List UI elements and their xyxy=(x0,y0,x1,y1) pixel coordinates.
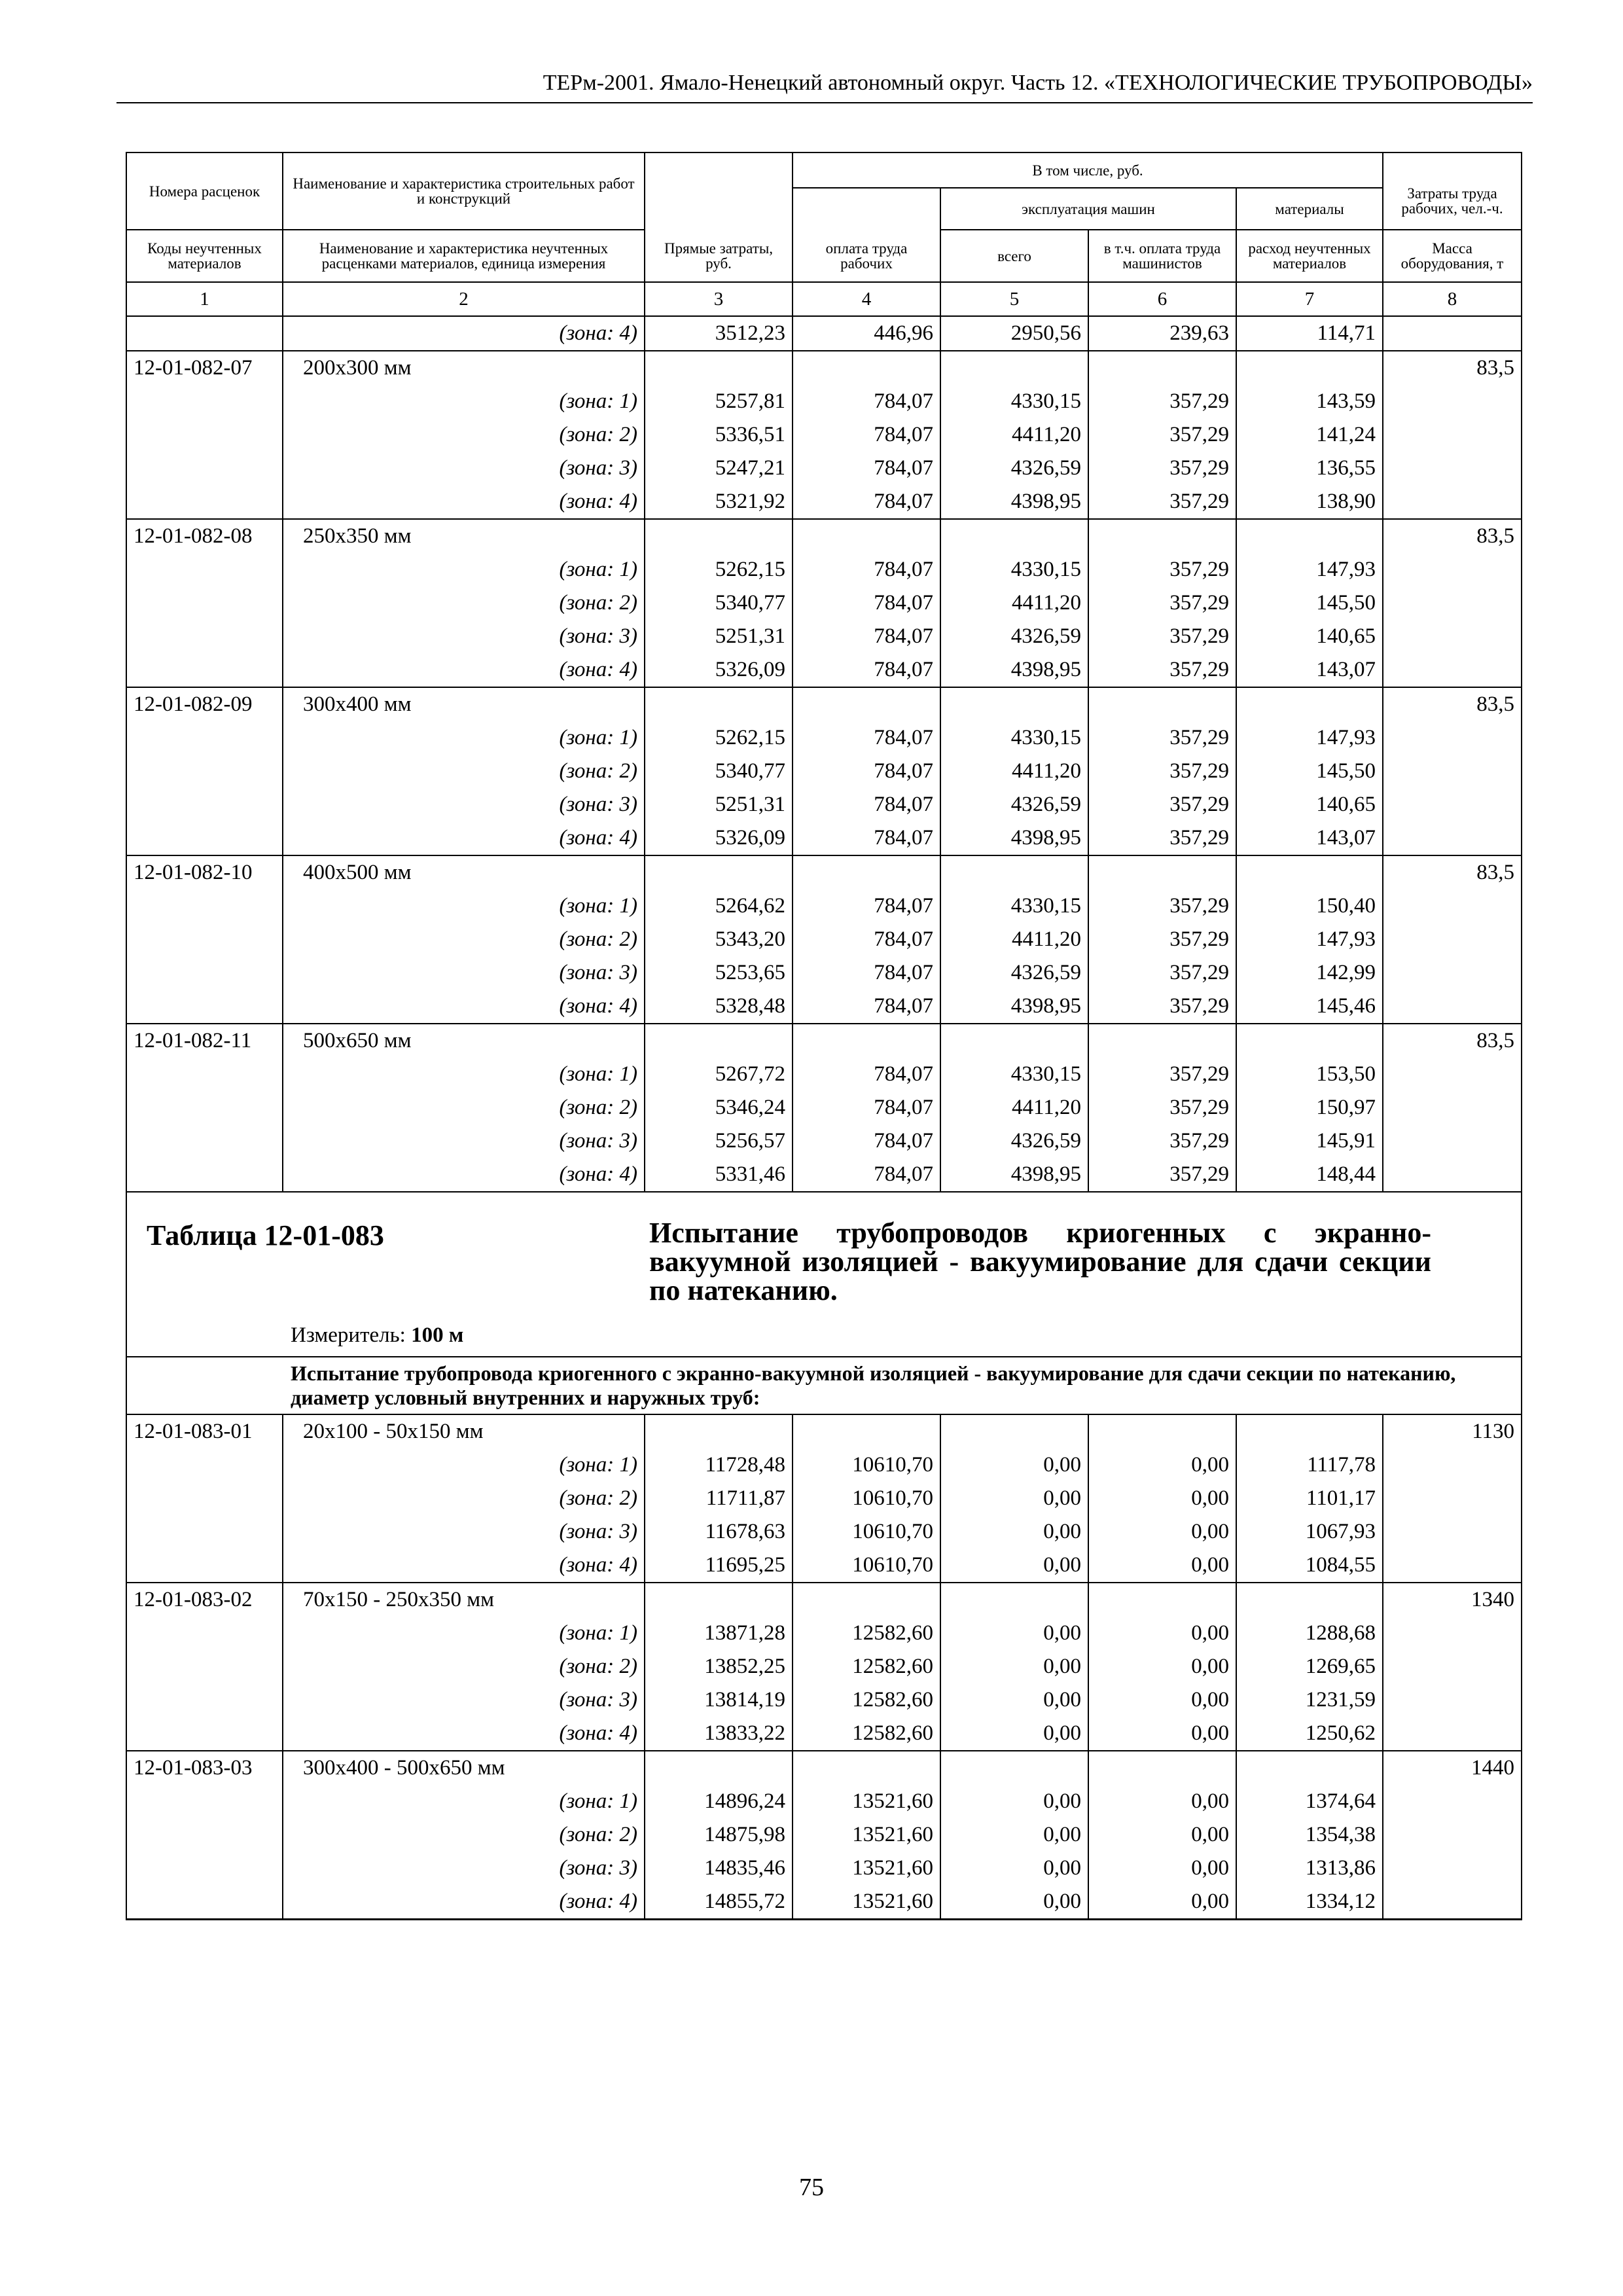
labor-pay-cell: 10610,70 xyxy=(793,1482,940,1515)
materials-cell: 1231,59 xyxy=(1236,1683,1383,1717)
direct-costs-cell: 13814,19 xyxy=(645,1683,793,1717)
direct-costs-cell: 11678,63 xyxy=(645,1515,793,1549)
direct-costs-cell: 5267,72 xyxy=(645,1058,793,1091)
rate-code: 12-01-082-07 xyxy=(126,351,283,385)
col-machine-operation: эксплуатация машин xyxy=(940,188,1236,230)
direct-costs-cell: 5262,15 xyxy=(645,553,793,586)
labor-pay-cell: 13521,60 xyxy=(793,1852,940,1885)
direct-costs-cell: 5336,51 xyxy=(645,418,793,452)
zone-row xyxy=(126,553,1522,586)
machine-total-cell: 4411,20 xyxy=(940,923,1088,956)
labor-pay-cell: 784,07 xyxy=(793,1091,940,1124)
machine-total-cell: 4411,20 xyxy=(940,1091,1088,1124)
labor-pay-cell: 784,07 xyxy=(793,788,940,821)
col-materials: материалы xyxy=(1236,188,1383,230)
materials-cell: 153,50 xyxy=(1236,1058,1383,1091)
direct-costs-cell: 5264,62 xyxy=(645,889,793,923)
machine-total-cell: 0,00 xyxy=(940,1885,1088,1920)
col-work-name: Наименование и характеристика строительных работ и конструкций xyxy=(283,152,645,230)
rate-group-row xyxy=(126,1751,1522,1785)
zone-label: (зона: 1) xyxy=(283,1785,645,1818)
labor-pay-cell: 12582,60 xyxy=(793,1683,940,1717)
zone-label: (зона: 1) xyxy=(283,385,645,418)
measure-label: Измеритель: xyxy=(291,1323,406,1347)
machine-total-cell: 4398,95 xyxy=(940,485,1088,519)
zone-row xyxy=(126,1482,1522,1515)
zone-row xyxy=(126,889,1522,923)
zone-row xyxy=(126,1717,1522,1751)
materials-cell: 145,50 xyxy=(1236,586,1383,620)
materials-cell: 136,55 xyxy=(1236,452,1383,485)
zone-row xyxy=(126,385,1522,418)
work-name: 20х100 - 50х150 мм xyxy=(283,1414,645,1448)
rate-code: 12-01-082-10 xyxy=(126,855,283,889)
machine-total-cell: 0,00 xyxy=(940,1717,1088,1751)
zone-row xyxy=(126,485,1522,519)
labor-costs-cell: 1440 xyxy=(1383,1751,1522,1785)
labor-pay-cell: 784,07 xyxy=(793,1058,940,1091)
page-number: 75 xyxy=(799,2174,824,2201)
labor-pay-cell: 12582,60 xyxy=(793,1617,940,1650)
materials-cell: 142,99 xyxy=(1236,956,1383,990)
zone-row xyxy=(126,956,1522,990)
direct-costs-cell: 11711,87 xyxy=(645,1482,793,1515)
machine-total-cell: 4411,20 xyxy=(940,418,1088,452)
zone-label: (зона: 3) xyxy=(283,788,645,821)
materials-cell: 150,97 xyxy=(1236,1091,1383,1124)
zone-row xyxy=(126,990,1522,1024)
labor-pay-cell: 12582,60 xyxy=(793,1717,940,1751)
zone-row xyxy=(126,755,1522,788)
operator-pay-cell: 357,29 xyxy=(1088,990,1236,1024)
operator-pay-cell: 0,00 xyxy=(1088,1617,1236,1650)
operator-pay-cell: 0,00 xyxy=(1088,1885,1236,1920)
machine-total-cell: 2950,56 xyxy=(940,316,1088,351)
zone-row xyxy=(126,1650,1522,1683)
zone-row xyxy=(126,1818,1522,1852)
operator-pay-cell: 0,00 xyxy=(1088,1818,1236,1852)
labor-pay-cell: 784,07 xyxy=(793,721,940,755)
zone-row xyxy=(126,1158,1522,1192)
zone-label: (зона: 3) xyxy=(283,452,645,485)
direct-costs-cell: 14896,24 xyxy=(645,1785,793,1818)
materials-cell: 1117,78 xyxy=(1236,1448,1383,1482)
zone-label: (зона: 2) xyxy=(283,1818,645,1852)
operator-pay-cell: 0,00 xyxy=(1088,1515,1236,1549)
zone-label: (зона: 2) xyxy=(283,586,645,620)
labor-pay-cell: 784,07 xyxy=(793,923,940,956)
materials-cell: 1101,17 xyxy=(1236,1482,1383,1515)
zone-row xyxy=(126,821,1522,855)
direct-costs-cell: 13833,22 xyxy=(645,1717,793,1751)
col-number: 4 xyxy=(793,282,940,316)
rate-code: 12-01-083-03 xyxy=(126,1751,283,1785)
machine-total-cell: 4398,95 xyxy=(940,821,1088,855)
direct-costs-cell: 5326,09 xyxy=(645,821,793,855)
operator-pay-cell: 357,29 xyxy=(1088,452,1236,485)
labor-pay-cell: 784,07 xyxy=(793,821,940,855)
col-equipment-mass: Масса оборудования, т xyxy=(1383,230,1522,282)
direct-costs-cell: 14835,46 xyxy=(645,1852,793,1885)
operator-pay-cell: 357,29 xyxy=(1088,721,1236,755)
zone-row xyxy=(126,418,1522,452)
table-description: Испытание трубопроводов криогенных с экранно-вакуумной изоляцией - вакуумирование для сдачи секции по натеканию. xyxy=(649,1217,1431,1306)
labor-pay-cell: 446,96 xyxy=(793,316,940,351)
zone-row xyxy=(126,1617,1522,1650)
direct-costs-cell: 5251,31 xyxy=(645,788,793,821)
machine-total-cell: 0,00 xyxy=(940,1549,1088,1583)
labor-pay-cell: 784,07 xyxy=(793,485,940,519)
materials-cell: 141,24 xyxy=(1236,418,1383,452)
materials-cell: 150,40 xyxy=(1236,889,1383,923)
zone-label: (зона: 3) xyxy=(283,956,645,990)
work-name: 400х500 мм xyxy=(283,855,645,889)
machine-total-cell: 0,00 xyxy=(940,1448,1088,1482)
operator-pay-cell: 357,29 xyxy=(1088,620,1236,653)
operator-pay-cell: 0,00 xyxy=(1088,1482,1236,1515)
operator-pay-cell: 357,29 xyxy=(1088,788,1236,821)
rate-group-row xyxy=(126,855,1522,889)
operator-pay-cell: 357,29 xyxy=(1088,1058,1236,1091)
direct-costs-cell: 5328,48 xyxy=(645,990,793,1024)
labor-pay-cell: 784,07 xyxy=(793,1158,940,1192)
direct-costs-cell: 5321,92 xyxy=(645,485,793,519)
continuation-row xyxy=(126,316,1522,351)
machine-total-cell: 0,00 xyxy=(940,1617,1088,1650)
col-labor-pay: оплата труда рабочих xyxy=(793,188,940,282)
materials-cell: 147,93 xyxy=(1236,553,1383,586)
labor-costs-cell: 83,5 xyxy=(1383,351,1522,385)
operator-pay-cell: 0,00 xyxy=(1088,1448,1236,1482)
materials-cell: 1250,62 xyxy=(1236,1717,1383,1751)
machine-total-cell: 4326,59 xyxy=(940,1124,1088,1158)
direct-costs-cell: 5326,09 xyxy=(645,653,793,687)
machine-total-cell: 0,00 xyxy=(940,1482,1088,1515)
zone-label: (зона: 4) xyxy=(283,1885,645,1920)
rate-group-row xyxy=(126,351,1522,385)
work-name: 300х400 - 500х650 мм xyxy=(283,1751,645,1785)
zone-row xyxy=(126,1785,1522,1818)
zone-label: (зона: 2) xyxy=(283,418,645,452)
col-material-codes: Коды неучтенных материалов xyxy=(126,230,283,282)
machine-total-cell: 4398,95 xyxy=(940,1158,1088,1192)
operator-pay-cell: 0,00 xyxy=(1088,1785,1236,1818)
rate-group-row xyxy=(126,687,1522,721)
labor-pay-cell: 784,07 xyxy=(793,990,940,1024)
labor-pay-cell: 13521,60 xyxy=(793,1785,940,1818)
col-number: 8 xyxy=(1383,282,1522,316)
operator-pay-cell: 357,29 xyxy=(1088,553,1236,586)
work-name: 250х350 мм xyxy=(283,519,645,553)
machine-total-cell: 4330,15 xyxy=(940,385,1088,418)
zone-label: (зона: 2) xyxy=(283,1650,645,1683)
operator-pay-cell: 357,29 xyxy=(1088,755,1236,788)
zone-row xyxy=(126,452,1522,485)
zone-row xyxy=(126,721,1522,755)
machine-total-cell: 4326,59 xyxy=(940,788,1088,821)
zone-label: (зона: 4) xyxy=(283,485,645,519)
operator-pay-cell: 357,29 xyxy=(1088,385,1236,418)
section-header-row xyxy=(126,1192,1522,1357)
materials-cell: 140,65 xyxy=(1236,788,1383,821)
labor-pay-cell: 784,07 xyxy=(793,1124,940,1158)
subtitle-row xyxy=(126,1357,1522,1414)
header-row-1 xyxy=(126,152,1522,188)
operator-pay-cell: 357,29 xyxy=(1088,586,1236,620)
machine-total-cell: 4330,15 xyxy=(940,721,1088,755)
rate-group-row xyxy=(126,1583,1522,1617)
materials-cell: 143,07 xyxy=(1236,653,1383,687)
machine-total-cell: 4326,59 xyxy=(940,620,1088,653)
rate-code: 12-01-082-11 xyxy=(126,1024,283,1058)
operator-pay-cell: 357,29 xyxy=(1088,1124,1236,1158)
rate-code: 12-01-082-09 xyxy=(126,687,283,721)
operator-pay-cell: 239,63 xyxy=(1088,316,1236,351)
operator-pay-cell: 357,29 xyxy=(1088,485,1236,519)
col-number: 3 xyxy=(645,282,793,316)
zone-row xyxy=(126,1549,1522,1583)
labor-pay-cell: 784,07 xyxy=(793,418,940,452)
zone-row xyxy=(126,653,1522,687)
labor-pay-cell: 10610,70 xyxy=(793,1515,940,1549)
zone-row xyxy=(126,1885,1522,1920)
machine-total-cell: 4326,59 xyxy=(940,452,1088,485)
zone-label: (зона: 4) xyxy=(283,990,645,1024)
zone-label: (зона: 3) xyxy=(283,1683,645,1717)
labor-pay-cell: 784,07 xyxy=(793,653,940,687)
work-name: 500х650 мм xyxy=(283,1024,645,1058)
operator-pay-cell: 357,29 xyxy=(1088,821,1236,855)
materials-cell: 145,46 xyxy=(1236,990,1383,1024)
zone-row xyxy=(126,788,1522,821)
zone-label: (зона: 4) xyxy=(283,1158,645,1192)
zone-row xyxy=(126,1058,1522,1091)
direct-costs-cell: 13852,25 xyxy=(645,1650,793,1683)
labor-pay-cell: 10610,70 xyxy=(793,1448,940,1482)
materials-cell: 143,07 xyxy=(1236,821,1383,855)
work-name: 200х300 мм xyxy=(283,351,645,385)
zone-row xyxy=(126,1091,1522,1124)
labor-pay-cell: 784,07 xyxy=(793,755,940,788)
machine-total-cell: 0,00 xyxy=(940,1683,1088,1717)
rate-group-row xyxy=(126,519,1522,553)
measure-value: 100 м xyxy=(411,1323,464,1347)
zone-label: (зона: 3) xyxy=(283,620,645,653)
machine-total-cell: 0,00 xyxy=(940,1818,1088,1852)
col-unaccounted-materials: расход неучтенных материалов xyxy=(1236,230,1383,282)
zone-row xyxy=(126,1515,1522,1549)
labor-costs-cell: 83,5 xyxy=(1383,519,1522,553)
work-name: 70х150 - 250х350 мм xyxy=(283,1583,645,1617)
column-numbers-row xyxy=(126,282,1522,316)
materials-cell: 147,93 xyxy=(1236,923,1383,956)
labor-pay-cell: 10610,70 xyxy=(793,1549,940,1583)
direct-costs-cell: 5340,77 xyxy=(645,755,793,788)
zone-row xyxy=(126,923,1522,956)
col-material-name: Наименование и характеристика неучтенных расценками материалов, единица измерения xyxy=(283,230,645,282)
operator-pay-cell: 357,29 xyxy=(1088,653,1236,687)
col-direct-costs: Прямые затраты, руб. xyxy=(645,152,793,282)
col-machine-total: всего xyxy=(940,230,1088,282)
direct-costs-cell: 5340,77 xyxy=(645,586,793,620)
labor-pay-cell: 13521,60 xyxy=(793,1818,940,1852)
work-name: 300х400 мм xyxy=(283,687,645,721)
col-number: 6 xyxy=(1088,282,1236,316)
labor-costs-cell: 1340 xyxy=(1383,1583,1522,1617)
materials-cell: 1288,68 xyxy=(1236,1617,1383,1650)
col-operator-pay: в т.ч. оплата труда машинистов xyxy=(1088,230,1236,282)
machine-total-cell: 4326,59 xyxy=(940,956,1088,990)
rate-code: 12-01-083-01 xyxy=(126,1414,283,1448)
zone-label: (зона: 2) xyxy=(283,1482,645,1515)
operator-pay-cell: 0,00 xyxy=(1088,1717,1236,1751)
materials-cell: 1354,38 xyxy=(1236,1818,1383,1852)
rate-group-row xyxy=(126,1414,1522,1448)
table-title: Таблица 12-01-083 xyxy=(147,1219,384,1251)
section-subtitle: Испытание трубопровода криогенного с экранно-вакуумной изоляцией - вакуумирование для сдачи секции по натеканию, диаметр условный внутренних и наружных труб: xyxy=(126,1357,1522,1414)
operator-pay-cell: 357,29 xyxy=(1088,889,1236,923)
zone-label: (зона: 4) xyxy=(283,653,645,687)
zone-label: (зона: 4) xyxy=(283,316,645,351)
operator-pay-cell: 0,00 xyxy=(1088,1683,1236,1717)
col-including: В том числе, руб. xyxy=(793,152,1383,188)
labor-costs-cell: 83,5 xyxy=(1383,687,1522,721)
zone-label: (зона: 4) xyxy=(283,821,645,855)
materials-cell: 147,93 xyxy=(1236,721,1383,755)
zone-row xyxy=(126,1448,1522,1482)
materials-cell: 1067,93 xyxy=(1236,1515,1383,1549)
rate-group-row xyxy=(126,1024,1522,1058)
materials-cell: 143,59 xyxy=(1236,385,1383,418)
direct-costs-cell: 5331,46 xyxy=(645,1158,793,1192)
labor-costs-cell: 83,5 xyxy=(1383,1024,1522,1058)
operator-pay-cell: 357,29 xyxy=(1088,418,1236,452)
materials-cell: 138,90 xyxy=(1236,485,1383,519)
machine-total-cell: 4330,15 xyxy=(940,889,1088,923)
materials-cell: 1313,86 xyxy=(1236,1852,1383,1885)
zone-row xyxy=(126,1124,1522,1158)
direct-costs-cell: 5257,81 xyxy=(645,385,793,418)
operator-pay-cell: 0,00 xyxy=(1088,1549,1236,1583)
direct-costs-cell: 14875,98 xyxy=(645,1818,793,1852)
rate-code: 12-01-083-02 xyxy=(126,1583,283,1617)
zone-row xyxy=(126,586,1522,620)
zone-label: (зона: 1) xyxy=(283,889,645,923)
materials-cell: 145,91 xyxy=(1236,1124,1383,1158)
machine-total-cell: 0,00 xyxy=(940,1650,1088,1683)
labor-pay-cell: 784,07 xyxy=(793,385,940,418)
machine-total-cell: 4398,95 xyxy=(940,653,1088,687)
materials-cell: 1269,65 xyxy=(1236,1650,1383,1683)
labor-pay-cell: 784,07 xyxy=(793,553,940,586)
zone-label: (зона: 1) xyxy=(283,1448,645,1482)
materials-cell: 145,50 xyxy=(1236,755,1383,788)
materials-cell: 1374,64 xyxy=(1236,1785,1383,1818)
zone-label: (зона: 2) xyxy=(283,1091,645,1124)
direct-costs-cell: 5346,24 xyxy=(645,1091,793,1124)
zone-label: (зона: 1) xyxy=(283,553,645,586)
zone-label: (зона: 3) xyxy=(283,1515,645,1549)
operator-pay-cell: 357,29 xyxy=(1088,1091,1236,1124)
direct-costs-cell: 5247,21 xyxy=(645,452,793,485)
zone-label: (зона: 3) xyxy=(283,1852,645,1885)
operator-pay-cell: 357,29 xyxy=(1088,956,1236,990)
zone-row xyxy=(126,1683,1522,1717)
machine-total-cell: 0,00 xyxy=(940,1852,1088,1885)
measure-unit xyxy=(291,1323,463,1348)
operator-pay-cell: 0,00 xyxy=(1088,1852,1236,1885)
col-rate-numbers: Номера расценок xyxy=(126,152,283,230)
zone-label: (зона: 4) xyxy=(283,1549,645,1583)
machine-total-cell: 4398,95 xyxy=(940,990,1088,1024)
operator-pay-cell: 357,29 xyxy=(1088,923,1236,956)
labor-pay-cell: 784,07 xyxy=(793,620,940,653)
col-labor-costs: Затраты труда рабочих, чел.-ч. xyxy=(1383,152,1522,230)
col-number: 5 xyxy=(940,282,1088,316)
machine-total-cell: 4411,20 xyxy=(940,755,1088,788)
materials-cell: 114,71 xyxy=(1236,316,1383,351)
direct-costs-cell: 5256,57 xyxy=(645,1124,793,1158)
materials-cell: 1084,55 xyxy=(1236,1549,1383,1583)
zone-label: (зона: 1) xyxy=(283,721,645,755)
direct-costs-cell: 3512,23 xyxy=(645,316,793,351)
materials-cell: 140,65 xyxy=(1236,620,1383,653)
zone-label: (зона: 2) xyxy=(283,755,645,788)
rates-table xyxy=(126,152,1522,1920)
col-number: 7 xyxy=(1236,282,1383,316)
direct-costs-cell: 14855,72 xyxy=(645,1885,793,1920)
rate-code: 12-01-082-08 xyxy=(126,519,283,553)
col-number: 1 xyxy=(126,282,283,316)
zone-row xyxy=(126,1852,1522,1885)
materials-cell: 1334,12 xyxy=(1236,1885,1383,1920)
direct-costs-cell: 11728,48 xyxy=(645,1448,793,1482)
page-header: ТЕРм-2001. Ямало-Ненецкий автономный округ. Часть 12. «ТЕХНОЛОГИЧЕСКИЕ ТРУБОПРОВОДЫ» xyxy=(116,71,1533,103)
direct-costs-cell: 5251,31 xyxy=(645,620,793,653)
direct-costs-cell: 13871,28 xyxy=(645,1617,793,1650)
zone-label: (зона: 1) xyxy=(283,1617,645,1650)
zone-label: (зона: 2) xyxy=(283,923,645,956)
machine-total-cell: 0,00 xyxy=(940,1515,1088,1549)
zone-row xyxy=(126,620,1522,653)
zone-label: (зона: 3) xyxy=(283,1124,645,1158)
labor-costs-cell: 83,5 xyxy=(1383,855,1522,889)
operator-pay-cell: 0,00 xyxy=(1088,1650,1236,1683)
labor-pay-cell: 784,07 xyxy=(793,452,940,485)
zone-label: (зона: 1) xyxy=(283,1058,645,1091)
direct-costs-cell: 5262,15 xyxy=(645,721,793,755)
machine-total-cell: 0,00 xyxy=(940,1785,1088,1818)
direct-costs-cell: 5253,65 xyxy=(645,956,793,990)
machine-total-cell: 4411,20 xyxy=(940,586,1088,620)
zone-label: (зона: 4) xyxy=(283,1717,645,1751)
labor-pay-cell: 13521,60 xyxy=(793,1885,940,1920)
operator-pay-cell: 357,29 xyxy=(1088,1158,1236,1192)
machine-total-cell: 4330,15 xyxy=(940,553,1088,586)
labor-pay-cell: 784,07 xyxy=(793,586,940,620)
machine-total-cell: 4330,15 xyxy=(940,1058,1088,1091)
labor-pay-cell: 784,07 xyxy=(793,889,940,923)
labor-pay-cell: 12582,60 xyxy=(793,1650,940,1683)
labor-pay-cell: 784,07 xyxy=(793,956,940,990)
direct-costs-cell: 11695,25 xyxy=(645,1549,793,1583)
materials-cell: 148,44 xyxy=(1236,1158,1383,1192)
labor-costs-cell: 1130 xyxy=(1383,1414,1522,1448)
col-number: 2 xyxy=(283,282,645,316)
direct-costs-cell: 5343,20 xyxy=(645,923,793,956)
